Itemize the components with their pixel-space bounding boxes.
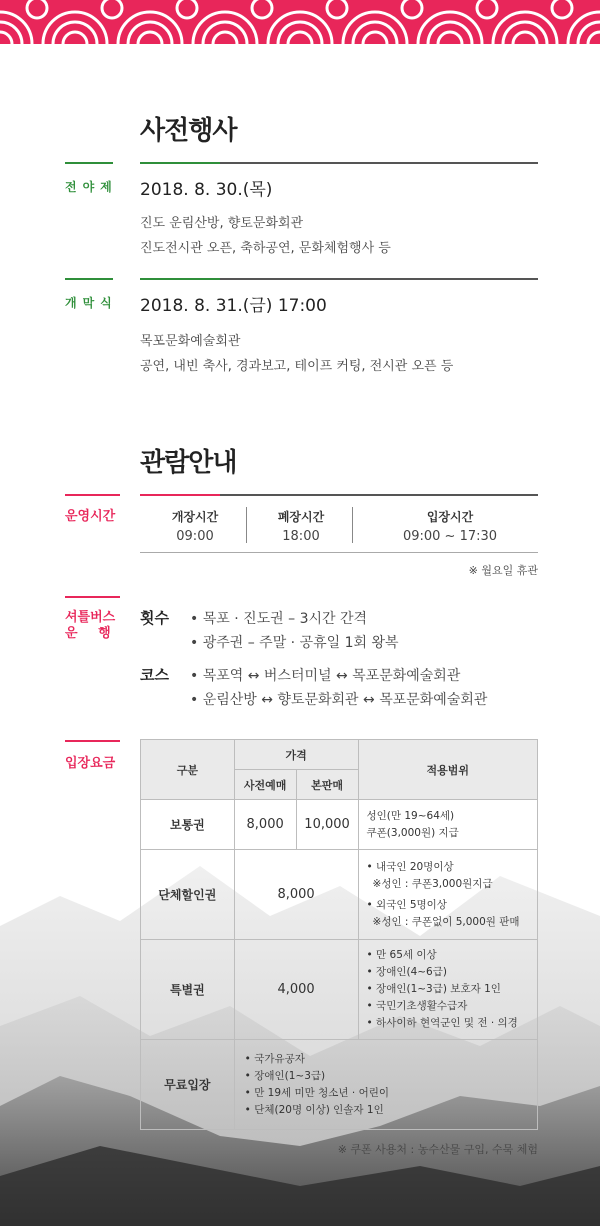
fee-row-general-scope-1: 성인(만 19~64세) xyxy=(366,809,455,822)
fees-label: 입장요금 xyxy=(65,756,116,771)
shuttle-count-label: 횟수 xyxy=(140,609,169,627)
fee-row-special-scope-5: • 하사이하 현역군인 및 전 · 의경 xyxy=(366,1017,518,1029)
opening-rule-accent xyxy=(140,278,220,280)
fee-row-group-name: 단체할인권 xyxy=(141,850,235,940)
fee-row-special-price: 4,000 xyxy=(234,940,358,1040)
fee-head-price: 가격 xyxy=(234,740,358,770)
fee-row-group-scope-4: ※성인 : 쿠폰없이 5,000원 판매 xyxy=(372,915,520,928)
hours-open-head: 개장시간 xyxy=(171,510,219,524)
fee-row-general-onsite: 10,000 xyxy=(296,800,358,850)
fee-row-general-advance: 8,000 xyxy=(234,800,296,850)
hours-label-rule xyxy=(65,494,120,496)
table-row xyxy=(141,850,538,940)
table-row xyxy=(141,940,538,1040)
fee-row-free-scope-2: • 장애인(1~3급) xyxy=(244,1069,326,1082)
hours-close-head: 폐장시간 xyxy=(277,510,325,524)
fee-row-group-price: 8,000 xyxy=(234,850,358,940)
opening-detail-1: 목포문화예술회관 xyxy=(140,334,241,349)
hours-rule-accent xyxy=(140,494,220,496)
fees-label-rule xyxy=(65,740,120,742)
shuttle-label-1: 셔틀버스 xyxy=(65,610,116,625)
eve-label-rule xyxy=(65,162,113,164)
pre-event-title: 사전행사 xyxy=(140,116,237,146)
fee-head-onsite: 본판매 xyxy=(296,770,358,800)
fee-row-special-scope-2: • 장애인(4~6급) xyxy=(366,966,447,978)
shuttle-count-item-2: • 광주권 – 주말 · 공휴일 1회 왕복 xyxy=(190,635,399,651)
fee-row-group-scope-3: • 외국인 5명이상 xyxy=(366,898,447,911)
shuttle-label-2: 운 행 xyxy=(65,626,119,641)
guide-title: 관람안내 xyxy=(140,448,237,478)
eve-date: 2018. 8. 30.(목) xyxy=(140,180,273,200)
shuttle-count-item-1: • 목포 · 진도권 – 3시간 간격 xyxy=(190,611,368,627)
shuttle-label-rule xyxy=(65,596,120,598)
hours-divider-1 xyxy=(246,507,247,543)
fee-row-general-scope-2: 쿠폰(3,000원) 지급 xyxy=(366,826,459,839)
opening-detail-2: 공연, 내빈 축사, 경과보고, 테이프 커팅, 전시관 오픈 등 xyxy=(140,359,454,374)
table-row xyxy=(141,1040,538,1130)
fee-row-special-scope-3: • 장애인(1~3급) 보호자 1인 xyxy=(366,983,501,995)
fee-row-free-scope-1: • 국가유공자 xyxy=(244,1052,305,1065)
shuttle-course-item-1: • 목포역 ↔ 버스터미널 ↔ 목포문화예술회관 xyxy=(190,668,461,684)
eve-rule-accent xyxy=(140,162,220,164)
hours-open-value: 09:00 xyxy=(176,529,214,544)
fee-row-special-scope-1: • 만 65세 이상 xyxy=(366,949,437,961)
table-row xyxy=(141,800,538,850)
fee-table xyxy=(140,739,538,1130)
eve-detail-1: 진도 운림산방, 향토문화회관 xyxy=(140,216,304,231)
fee-row-free-scope-3: • 만 19세 미만 청소년 · 어린이 xyxy=(244,1086,390,1099)
fee-head-category: 구분 xyxy=(141,740,235,800)
hours-entry-value: 09:00 ~ 17:30 xyxy=(402,529,498,544)
fee-row-free-scope-4: • 단체(20명 이상) 인솔자 1인 xyxy=(244,1103,384,1116)
fee-row-general-name: 보통권 xyxy=(141,800,235,850)
opening-date: 2018. 8. 31.(금) 17:00 xyxy=(140,296,327,316)
fee-row-special-scope-4: • 국민기초생활수급자 xyxy=(366,1000,468,1012)
hours-note: ※ 월요일 휴관 xyxy=(468,564,538,577)
hours-divider-2 xyxy=(352,507,353,543)
fee-row-group-scope-1: • 내국인 20명이상 xyxy=(366,860,454,873)
wave-pattern-header xyxy=(0,0,600,44)
fees-note: ※ 쿠폰 사용처 : 농수산물 구입, 수묵 체험 xyxy=(337,1143,538,1156)
shuttle-course-label: 코스 xyxy=(140,666,169,684)
hours-entry-head: 입장시간 xyxy=(426,510,474,524)
opening-label: 개막식 xyxy=(65,296,118,310)
shuttle-course-item-2: • 운림산방 ↔ 향토문화회관 ↔ 목포문화예술회관 xyxy=(190,692,488,708)
opening-label-rule xyxy=(65,278,113,280)
fee-row-free-name: 무료입장 xyxy=(141,1040,235,1130)
fee-head-scope: 적용범위 xyxy=(358,740,537,800)
fee-head-advance: 사전예매 xyxy=(234,770,296,800)
eve-label: 전야제 xyxy=(65,180,118,194)
fee-row-group-scope-2: ※성인 : 쿠폰3,000원지급 xyxy=(372,877,493,890)
hours-bottom-rule xyxy=(140,552,538,553)
fee-row-special-name: 특별권 xyxy=(141,940,235,1040)
eve-detail-2: 진도전시관 오픈, 축하공연, 문화체험행사 등 xyxy=(140,241,391,256)
hours-close-value: 18:00 xyxy=(282,529,320,544)
hours-label: 운영시간 xyxy=(65,509,116,524)
